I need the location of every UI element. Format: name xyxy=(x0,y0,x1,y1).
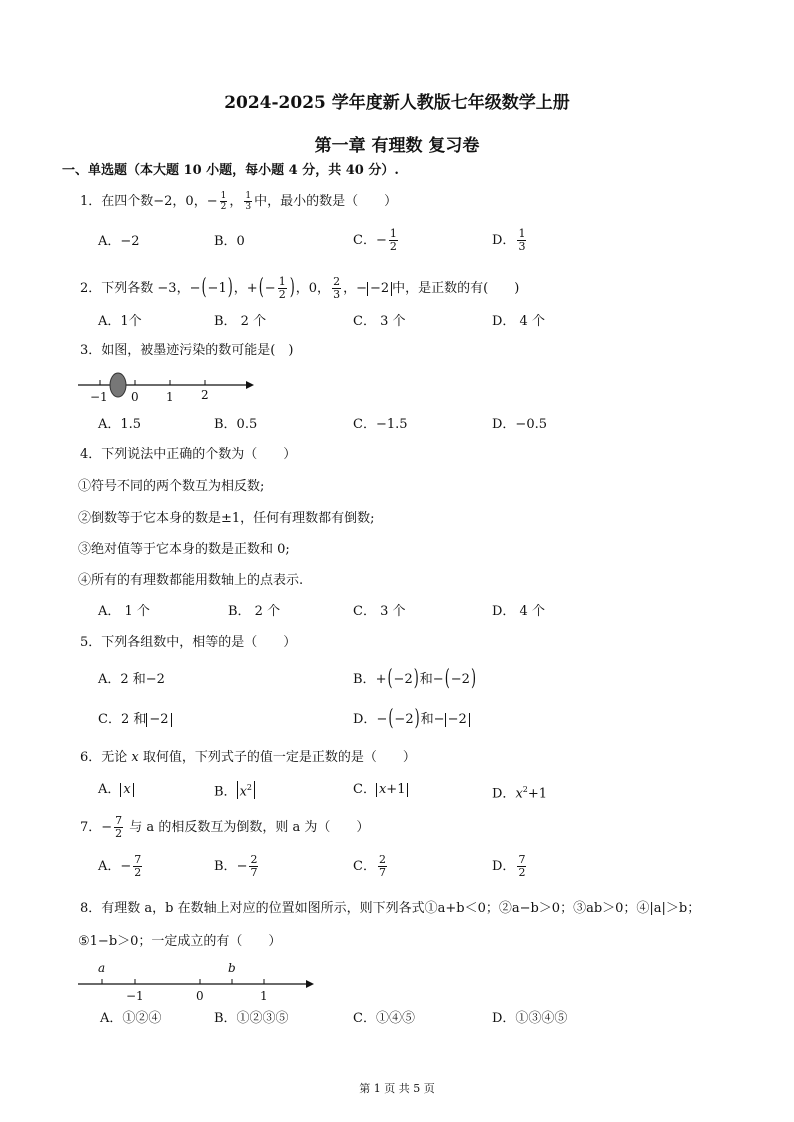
q5-option-d[interactable]: D．−(−2)和− −2 xyxy=(353,711,470,729)
question-6: 6．无论 x 取何值，下列式子的值一定是正数的是（ ） xyxy=(80,750,416,765)
q8-option-a[interactable]: A．①②④ xyxy=(100,1011,162,1026)
number-line-figure-1 xyxy=(74,370,254,406)
statement-2: ②倒数等于它本身的数是±1，任何有理数都有倒数; xyxy=(78,511,375,526)
q4-option-a[interactable]: A． 1 个 xyxy=(98,604,150,619)
q7-option-a[interactable]: A．− $\frac{7}{2}$ xyxy=(98,853,142,879)
question-2: 2．下列各数 −3，−(−1)，+(− $\frac{1}{2}$ )，0， $\frac{2}{3}$ ，− −2 中，是正数的有( ) xyxy=(80,275,520,301)
number-line-figure-2 xyxy=(74,958,314,1004)
q7-option-d[interactable]: D． $\frac{7}{2}$ xyxy=(492,853,526,879)
q8-option-d[interactable]: D．①③④⑤ xyxy=(492,1011,568,1026)
q4-option-b[interactable]: B． 2 个 xyxy=(228,604,281,619)
tick-label: 0 xyxy=(131,390,139,404)
q3-option-a[interactable]: A．1.5 xyxy=(98,417,142,432)
q6-option-c[interactable]: C． x+1 xyxy=(353,781,408,799)
q2-option-c[interactable]: C． 3 个 xyxy=(353,314,406,329)
q6-option-a[interactable]: A． x xyxy=(98,781,134,799)
q2-option-a[interactable]: A．1个 xyxy=(98,314,142,329)
question-4: 4．下列说法中正确的个数为（ ） xyxy=(80,447,297,462)
q5-option-c[interactable]: C．2 和 −2 xyxy=(98,711,172,729)
question-5: 5．下列各组数中，相等的是（ ） xyxy=(80,635,297,650)
point-a-label: a xyxy=(98,961,106,975)
q5-option-b[interactable]: B．+(−2)和−(−2) xyxy=(353,666,477,692)
question-8-cont: ⑤1−b＞0；一定成立的有（ ） xyxy=(78,934,282,949)
q5-option-a[interactable]: A．2 和−2 xyxy=(98,672,165,687)
ink-blot xyxy=(110,373,126,397)
q2-option-d[interactable]: D． 4 个 xyxy=(492,314,545,329)
q7-option-b[interactable]: B．− $\frac{2}{7}$ xyxy=(214,853,258,879)
q7-option-c[interactable]: C． $\frac{2}{7}$ xyxy=(353,853,386,879)
q1-option-d[interactable]: D． $\frac{1}{3}$ xyxy=(492,227,526,253)
tick-label: 2 xyxy=(201,388,209,402)
statement-3: ③绝对值等于它本身的数是正数和 0; xyxy=(78,542,290,557)
q6-option-d[interactable]: D．$x^2+1$ xyxy=(492,785,548,802)
q3-option-b[interactable]: B．0.5 xyxy=(214,417,258,432)
q6-option-b[interactable]: B． $x^2$ xyxy=(214,781,255,801)
section-heading: 一、单选题（本大题 10 小题，每小题 4 分，共 40 分）. xyxy=(62,163,399,178)
question-3: 3．如图，被墨迹污染的数可能是( ) xyxy=(80,343,294,358)
q3-option-d[interactable]: D．−0.5 xyxy=(492,417,547,432)
q2-option-b[interactable]: B． 2 个 xyxy=(214,314,267,329)
question-1: 1．在四个数−2，0，− $\frac{1}{2}$ ， $\frac{1}{3}$ 中，最小的数是（ ） xyxy=(80,191,398,212)
q8-option-b[interactable]: B．①②③⑤ xyxy=(214,1011,289,1026)
q4-option-c[interactable]: C． 3 个 xyxy=(353,604,406,619)
q1-option-a[interactable]: A．−2 xyxy=(98,234,140,249)
q1-option-c[interactable]: C．− $\frac{1}{2}$ xyxy=(353,227,397,253)
q4-option-d[interactable]: D． 4 个 xyxy=(492,604,545,619)
question-7: 7．− $\frac{7}{2}$ 与 a 的相反数互为倒数，则 a 为（ ） xyxy=(80,814,370,840)
statement-4: ④所有的有理数都能用数轴上的点表示. xyxy=(78,573,304,588)
page-footer: 第 1 页 共 5 页 xyxy=(359,1082,435,1095)
q8-option-c[interactable]: C．①④⑤ xyxy=(353,1011,415,1026)
q3-option-c[interactable]: C．−1.5 xyxy=(353,417,408,432)
tick-label: 1 xyxy=(166,390,174,404)
statement-1: ①符号不同的两个数互为相反数; xyxy=(78,479,265,494)
tick-label: 1 xyxy=(260,989,268,1003)
tick-label: −1 xyxy=(126,989,144,1003)
page-subtitle: 第一章 有理数 复习卷 xyxy=(314,136,480,156)
tick-label: 0 xyxy=(196,989,204,1003)
point-b-label: b xyxy=(228,961,236,975)
q1-option-b[interactable]: B．0 xyxy=(214,234,245,249)
page-title: 2024-2025 学年度新人教版七年级数学上册 xyxy=(224,93,570,113)
tick-label: −1 xyxy=(90,390,108,404)
question-8: 8．有理数 a，b 在数轴上对应的位置如图所示，则下列各式①a+b＜0；②a−b＞0；③ab＞0；④|a|＞b； xyxy=(80,901,701,916)
